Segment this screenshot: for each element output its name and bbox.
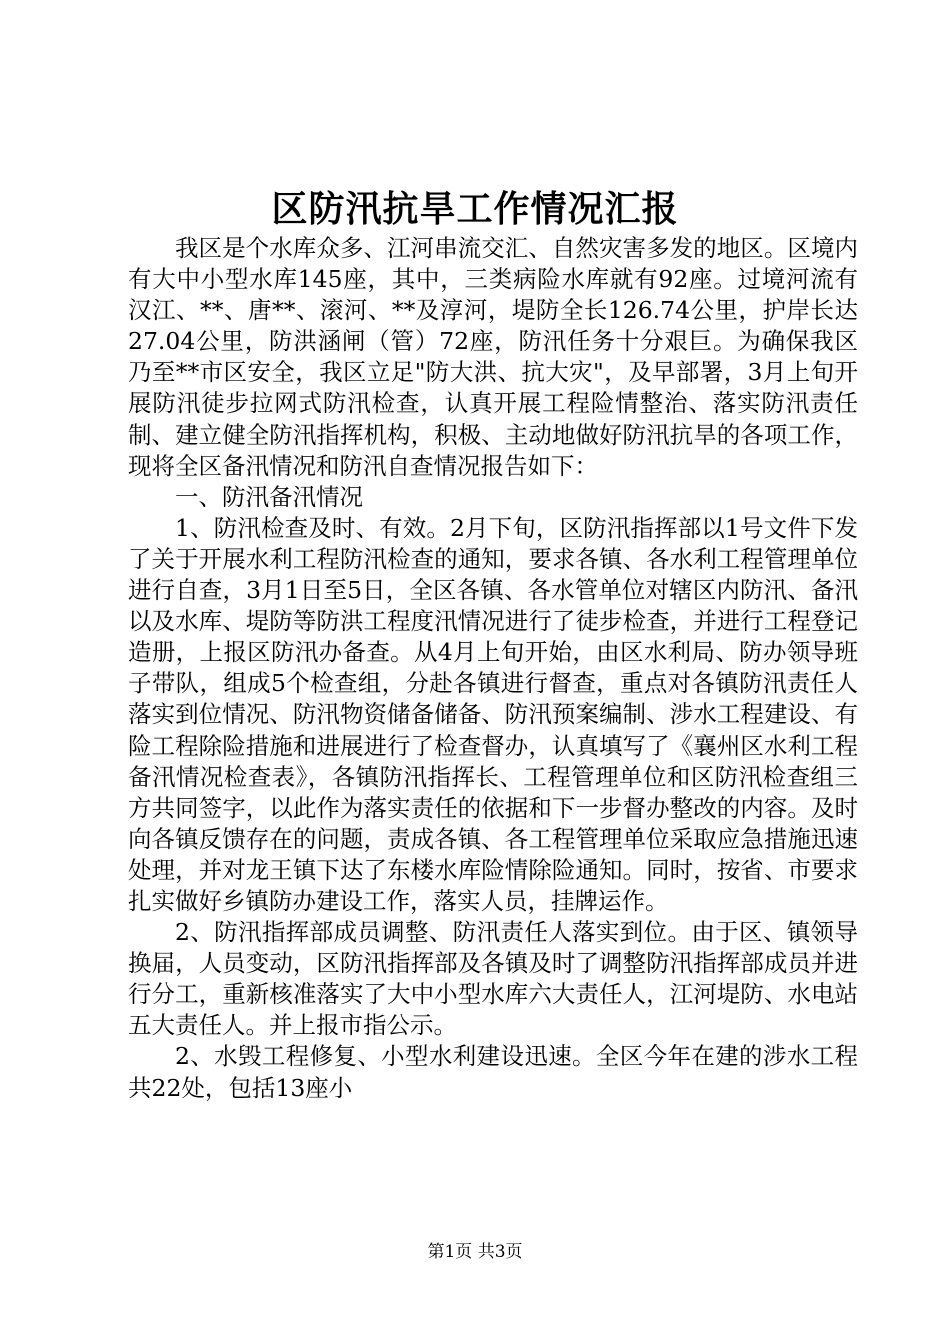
document-title: 区防汛抗旱工作情况汇报 bbox=[271, 188, 679, 230]
paragraph-inspection: 1、防汛检查及时、有效。2月下旬，区防汛指挥部以1号文件下发了关于开展水利工程防汛检查的通知，要求各镇、各水利工程管理单位进行自查，3月1日至5日，全区各镇、各水管单位对辖区内防汛、备汛以及水库、堤防等防洪工程度汛情况进行了徒步检查，并进行工程登记造册，上报区防汛办备查。从4月上旬开始，由区水利局、防办领导班子带队，组成5个检查组，分赴各镇进行督查，重点对各镇防汛责任人落实到位情况、防汛物资储备储备、防汛预案编制、涉水工程建设、有险工程除险措施和进展进行了检查督办，认真填写了《襄州区水利工程备汛情况检查表》，各镇防汛指挥长、工程管理单位和区防汛检查组三方共同签字，以此作为落实责任的依据和下一步督办整改的内容。及时向各镇反馈存在的问题，责成各镇、各工程管理单位采取应急措施迅速处理，并对龙王镇下达了东楼水库险情除险通知。同时，按省、市要求扎实做好乡镇防办建设工作，落实人员，挂牌运作。 bbox=[128, 513, 858, 915]
paragraph-responsibility: 2、防汛指挥部成员调整、防汛责任人落实到位。由于区、镇领导换届，人员变动，区防汛指挥部及各镇及时了调整防汛指挥部成员并进行分工，重新核准落实了大中小型水库六大责任人，江河堤防、水电站五大责任人。并上报市指公示。 bbox=[128, 918, 858, 1040]
document-body bbox=[128, 233, 858, 1104]
paragraph-repair: 2、水毁工程修复、小型水利建设迅速。全区今年在建的涉水工程共22处，包括13座小 bbox=[128, 1042, 858, 1102]
section-heading: 一、防汛备汛情况 bbox=[175, 482, 363, 511]
paragraph-intro: 我区是个水库众多、江河串流交汇、自然灾害多发的地区。区境内有大中小型水库145座，其中，三类病险水库就有92座。过境河流有汉江、**、唐**、滚河、**及淳河，堤防全长126.74公里，护岸长达27.04公里，防洪涵闸（管）72座，防汛任务十分艰巨。为确保我区乃至**市区安全，我区立足"防大洪、抗大灾"，及早部署，3月上旬开展防汛徒步拉网式防汛检查，认真开展工程险情整治、落实防汛责任制、建立健全防汛指挥机构，积极、主动地做好防汛抗旱的各项工作，现将全区备汛情况和防汛自查情况报告如下： bbox=[128, 234, 858, 480]
page-footer: 第1页 共3页 bbox=[427, 1242, 523, 1262]
